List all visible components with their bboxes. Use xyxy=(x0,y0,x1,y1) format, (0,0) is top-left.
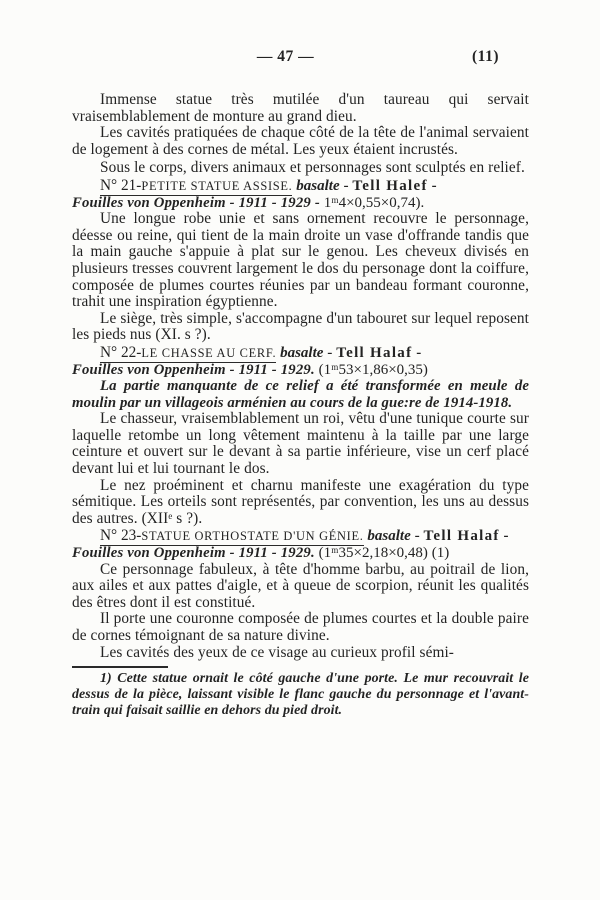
entry-23-title: STATUE ORTHOSTATE D'UN GÉNIE. xyxy=(141,529,364,544)
entry-23-title-line xyxy=(72,528,529,545)
site-name: Tell Halaf xyxy=(423,528,500,545)
separator-dash: - xyxy=(431,177,438,194)
paragraph-nez: Le nez proéminent et charnu manifeste une exagération du type sémitique. Les orteils sont représentés, par convention, les uns au dessus des autres. (XIIᵉ s ?). xyxy=(72,476,529,527)
paragraph-robe: Une longue robe unie et sans ornement recouvre le personnage, déesse ou reine, qui tient de la main droite un vase d'offrande tandis que la main gauche s'appuie à plat sur le genou. Les cheveux divisés en plusieurs tresses couvrent largement le dos du personage dont la coiffure, composée de plumes courtes réunies par un bandeau formant couronne, trahit une inspiration égyptienne. xyxy=(72,210,529,311)
excavation-info: Fouilles von Oppenheim - 1911 - 1929. xyxy=(72,545,315,562)
footnote-text: 1) Cette statue ornait le côté gauche d'une porte. Le mur recouvrait le dessus de la pièce, laissant visible le flanc gauche du personnage et l'avant-train qui faisait saillie en dehors du pied droit. xyxy=(72,671,529,719)
separator-dash: - xyxy=(416,344,423,361)
paragraph-siege: Le siège, très simple, s'accompagne d'un tabouret sur lequel reposent les pieds nus (XI. s ?). xyxy=(72,309,529,344)
paragraph-cavites-yeux: Les cavités des yeux de ce visage au curieux profil sémi- xyxy=(100,643,454,661)
dimensions: (1ᵐ35×2,18×0,48) xyxy=(318,545,428,562)
excavation-info: Fouilles von Oppenheim - 1911 - 1929 - xyxy=(72,194,320,211)
footnote-reference: (1) xyxy=(431,545,450,562)
entry-21-title: PETITE STATUE ASSISE. xyxy=(141,178,293,193)
paragraph-genie-desc: Ce personnage fabuleux, à tête d'homme barbu, au poitrail de lion, aux ailes et aux pattes d'aigle, et à queue de scorpion, réunit les qualités des êtres dont il est constitué. xyxy=(72,560,529,611)
entry-21-number: N° 21- xyxy=(100,176,142,194)
folio-number: (11) xyxy=(472,48,499,65)
excavation-info: Fouilles von Oppenheim - 1911 - 1929. xyxy=(72,361,315,378)
footnote-rule xyxy=(72,666,168,668)
entry-22-heading xyxy=(100,344,276,363)
entry-23-number: N° 23- xyxy=(100,527,142,545)
entry-22-title: LE CHASSE AU CERF. xyxy=(141,345,277,360)
separator-dash: - xyxy=(343,176,349,194)
entry-21-heading xyxy=(100,177,292,196)
entry-23-excavation-line xyxy=(72,545,529,562)
site-name: Tell Halef xyxy=(352,177,428,194)
separator-dash: - xyxy=(503,528,510,545)
paragraph-couronne: Il porte une couronne composée de plumes courtes et la double paire de cornes témoignant de sa nature divine. xyxy=(72,610,529,644)
page-number: — 47 — xyxy=(256,48,315,65)
separator-dash: - xyxy=(327,343,333,361)
paragraph-chasseur: Le chasseur, vraisemblablement un roi, vêtu d'une tunique courte sur laquelle retombe un long vêtement maintenu à la taille par une large ceinture et ouvert sur le devant à sa partie inférieure, vise un cerf placé devant lui et lui tournant le dos. xyxy=(72,410,529,478)
dimensions: (1ᵐ53×1,86×0,35) xyxy=(318,361,428,378)
paragraph-sous-le-corps: Sous le corps, divers animaux et personnages sont sculptés en relief. xyxy=(100,159,525,177)
entry-23-heading xyxy=(100,527,364,546)
entry-22-excavation-line xyxy=(72,362,529,379)
paragraph-taureau: Immense statue très mutilée d'un taureau qui servait vraisemblablement de monture au grand dieu. xyxy=(72,91,529,125)
entry-22-title-line xyxy=(72,345,529,362)
entry-21-excavation-line xyxy=(72,195,529,212)
separator-dash: - xyxy=(414,527,420,545)
entry-21-title-line xyxy=(72,178,529,195)
material-label: basalte xyxy=(367,528,411,545)
entry-22-number: N° 22- xyxy=(100,343,142,361)
page-header xyxy=(72,48,529,66)
paragraph-meule-note: La partie manquante de ce relief a été transformée en meule de moulin par un villageois arménien au cours de la gue:re de 1914-1918. xyxy=(72,378,529,411)
material-label: basalte xyxy=(280,344,324,361)
paragraph-cavites: Les cavités pratiquées de chaque côté de la tête de l'animal servaient de logement à des cornes de métal. Les yeux étaient incrustés. xyxy=(72,124,529,158)
material-label: basalte xyxy=(296,177,340,194)
site-name: Tell Halaf xyxy=(336,344,413,361)
dimensions: 1ᵐ4×0,55×0,74). xyxy=(323,194,425,211)
